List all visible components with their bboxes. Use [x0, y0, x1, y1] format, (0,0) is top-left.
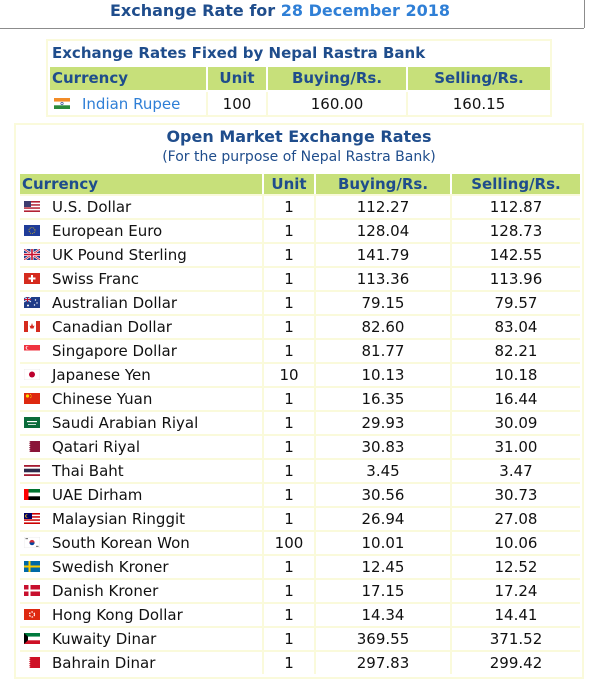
currency-name: Malaysian Ringgit: [52, 510, 186, 528]
selling-value: 128.73: [489, 222, 543, 240]
open-market-title: Open Market Exchange Rates: [166, 127, 432, 146]
table-row: [20, 292, 580, 314]
open-market-header-row: [20, 174, 580, 195]
currency-name: UAE Dirham: [52, 486, 143, 504]
currency-name: Indian Rupee: [82, 95, 181, 113]
table-row: [20, 388, 580, 410]
buying-value: 141.79: [356, 246, 410, 264]
table-row: [20, 628, 580, 650]
header-buying: Buying/Rs.: [316, 174, 450, 195]
unit-value: 1: [284, 582, 294, 600]
table-row: [20, 532, 580, 554]
unit-value: 100: [222, 95, 252, 113]
selling-value: 12.52: [494, 558, 538, 576]
singapore-flag-icon: [24, 345, 40, 356]
currency-name: Chinese Yuan: [52, 390, 153, 408]
selling-value: 10.06: [494, 534, 538, 552]
header-selling: Selling/Rs.: [452, 174, 580, 195]
buying-value: 10.13: [361, 366, 405, 384]
unit-value: 1: [284, 606, 294, 624]
selling-value: 113.96: [489, 270, 543, 288]
header-unit: Unit: [208, 67, 266, 90]
currency-name: Australian Dollar: [52, 294, 178, 312]
bahrain-flag-icon: [24, 657, 40, 668]
unit-value: 1: [284, 630, 294, 648]
page-title-prefix: Exchange Rate for: [109, 1, 276, 20]
page-title-date: 28 December 2018: [280, 1, 451, 20]
currency-name: Kuwaity Dinar: [52, 630, 157, 648]
thailand-flag-icon: [24, 465, 40, 476]
buying-value: 160.00: [310, 95, 364, 113]
buying-value: 113.36: [356, 270, 410, 288]
buying-value: 82.60: [361, 318, 405, 336]
selling-value: 17.24: [494, 582, 538, 600]
unit-value: 1: [284, 246, 294, 264]
buying-value: 30.56: [361, 486, 405, 504]
india-flag-icon: [54, 98, 70, 109]
currency-name: Qatari Riyal: [52, 438, 141, 456]
table-row: [20, 316, 580, 338]
currency-name: Bahrain Dinar: [52, 654, 156, 672]
selling-value: 27.08: [494, 510, 538, 528]
currency-name: Danish Kroner: [52, 582, 159, 600]
header-currency: Currency: [20, 174, 262, 195]
header-unit: Unit: [264, 174, 314, 195]
unit-value: 1: [284, 318, 294, 336]
table-row: [20, 340, 580, 362]
uk-flag-icon: [24, 249, 40, 260]
currency-name: Thai Baht: [52, 462, 124, 480]
denmark-flag-icon: [24, 585, 40, 596]
china-flag-icon: [24, 393, 40, 404]
table-row: [20, 364, 580, 386]
us-flag-icon: [24, 201, 40, 212]
selling-value: 299.42: [489, 654, 543, 672]
unit-value: 1: [284, 438, 294, 456]
selling-value: 112.87: [489, 198, 543, 216]
eu-flag-icon: [24, 225, 40, 236]
currency-name: Singapore Dollar: [52, 342, 177, 360]
buying-value: 14.34: [361, 606, 405, 624]
saudi-flag-icon: [24, 417, 40, 428]
currency-name: U.S. Dollar: [52, 198, 132, 216]
buying-value: 17.15: [361, 582, 405, 600]
unit-value: 1: [284, 654, 294, 672]
kuwait-flag-icon: [24, 633, 40, 644]
unit-value: 1: [284, 342, 294, 360]
buying-value: 26.94: [361, 510, 405, 528]
table-row: [20, 580, 580, 602]
currency-name: European Euro: [52, 222, 163, 240]
buying-value: 12.45: [361, 558, 405, 576]
selling-value: 3.47: [499, 462, 533, 480]
unit-value: 1: [284, 222, 294, 240]
buying-value: 297.83: [356, 654, 410, 672]
unit-value: 1: [284, 270, 294, 288]
canada-flag-icon: [24, 321, 40, 332]
sweden-flag-icon: [24, 561, 40, 572]
japan-flag-icon: [24, 369, 40, 380]
selling-value: 79.57: [494, 294, 538, 312]
header-selling: Selling/Rs.: [408, 67, 550, 90]
unit-value: 1: [284, 462, 294, 480]
selling-value: 31.00: [494, 438, 538, 456]
unit-value: 1: [284, 510, 294, 528]
unit-value: 1: [284, 558, 294, 576]
header-buying: Buying/Rs.: [268, 67, 406, 90]
swiss-flag-icon: [24, 273, 40, 284]
unit-value: 1: [284, 294, 294, 312]
buying-value: 30.83: [361, 438, 405, 456]
table-row: [20, 268, 580, 290]
korea-flag-icon: [24, 537, 40, 548]
buying-value: 128.04: [356, 222, 410, 240]
table-row: [20, 484, 580, 506]
selling-value: 10.18: [494, 366, 538, 384]
currency-name: Swiss Franc: [52, 270, 140, 288]
table-row: [20, 220, 580, 242]
unit-value: 1: [284, 414, 294, 432]
qatar-flag-icon: [24, 441, 40, 452]
selling-value: 14.41: [494, 606, 538, 624]
page-title: [0, 0, 560, 22]
unit-value: 100: [274, 534, 304, 552]
buying-value: 79.15: [361, 294, 405, 312]
selling-value: 30.09: [494, 414, 538, 432]
table-row: [20, 460, 580, 482]
buying-value: 81.77: [361, 342, 405, 360]
fixed-rates-table: [46, 39, 552, 117]
buying-value: 10.01: [361, 534, 405, 552]
table-row: [20, 412, 580, 434]
selling-value: 16.44: [494, 390, 538, 408]
malaysia-flag-icon: [24, 513, 40, 524]
header-currency: Currency: [50, 67, 206, 90]
unit-value: 1: [284, 198, 294, 216]
currency-name: Canadian Dollar: [52, 318, 172, 336]
selling-value: 30.73: [494, 486, 538, 504]
table-row: [20, 556, 580, 578]
table-row: [20, 196, 580, 218]
currency-name: South Korean Won: [52, 534, 190, 552]
currency-name: Japanese Yen: [52, 366, 151, 384]
table-row: [20, 652, 580, 674]
unit-value: 10: [279, 366, 299, 384]
unit-value: 1: [284, 390, 294, 408]
selling-value: 82.21: [494, 342, 538, 360]
currency-name: Hong Kong Dollar: [52, 606, 183, 624]
currency-name: Saudi Arabian Riyal: [52, 414, 199, 432]
table-row: [20, 244, 580, 266]
hongkong-flag-icon: [24, 609, 40, 620]
selling-value: 142.55: [489, 246, 543, 264]
buying-value: 29.93: [361, 414, 405, 432]
selling-value: 83.04: [494, 318, 538, 336]
selling-value: 371.52: [489, 630, 543, 648]
buying-value: 112.27: [356, 198, 410, 216]
table-row: [20, 508, 580, 530]
australia-flag-icon: [24, 297, 40, 308]
table-row: [20, 604, 580, 626]
buying-value: 16.35: [361, 390, 405, 408]
open-market-subtitle: (For the purpose of Nepal Rastra Bank): [162, 149, 436, 165]
currency-name: Swedish Kroner: [52, 558, 169, 576]
title-divider: [0, 28, 584, 29]
selling-value: 160.15: [452, 95, 506, 113]
fixed-rates-title: Exchange Rates Fixed by Nepal Rastra Bank: [52, 44, 426, 62]
title-right-divider: [584, 0, 585, 28]
buying-value: 3.45: [366, 462, 400, 480]
currency-name: UK Pound Sterling: [52, 246, 187, 264]
buying-value: 369.55: [356, 630, 410, 648]
unit-value: 1: [284, 486, 294, 504]
table-row: [20, 436, 580, 458]
open-market-table: [14, 123, 584, 679]
uae-flag-icon: [24, 489, 40, 500]
